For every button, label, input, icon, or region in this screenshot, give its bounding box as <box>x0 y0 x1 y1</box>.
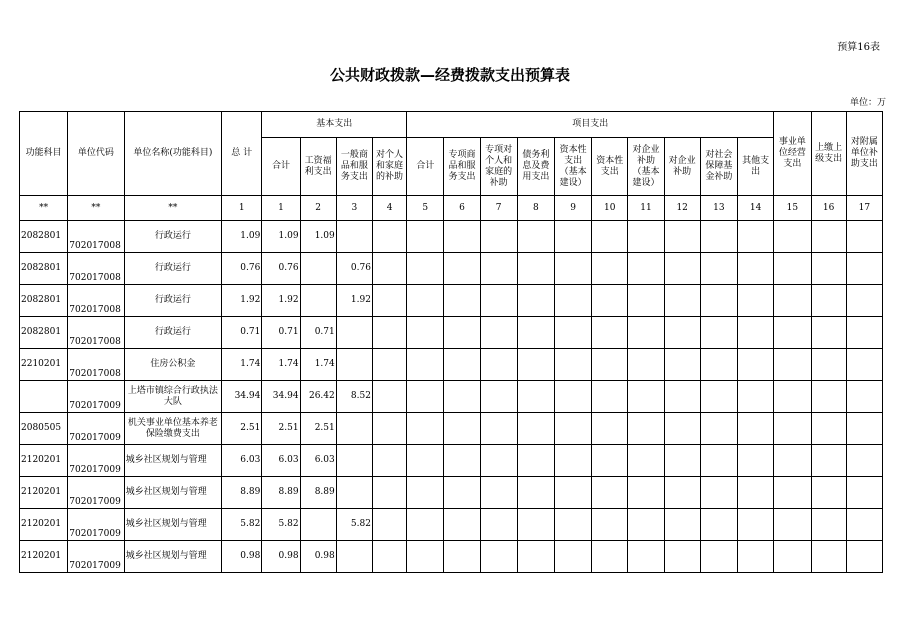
header-basic-wage: 工资福利支出 <box>300 138 336 196</box>
personal-cell <box>372 509 406 541</box>
goods-cell <box>336 445 372 477</box>
personal-cell <box>372 413 406 445</box>
basic-total-cell: 8.89 <box>262 477 300 509</box>
empty-cell <box>774 221 811 253</box>
empty-cell <box>554 477 591 509</box>
empty-cell <box>480 445 517 477</box>
empty-cell <box>480 541 517 573</box>
basic-total-cell: 34.94 <box>262 381 300 413</box>
empty-cell <box>737 253 773 285</box>
personal-cell <box>372 285 406 317</box>
empty-cell <box>407 381 444 413</box>
goods-cell <box>336 221 372 253</box>
empty-cell <box>700 381 737 413</box>
empty-cell <box>846 477 882 509</box>
header-affiliated: 对附属单位补助支出 <box>846 112 882 196</box>
total-cell: 0.98 <box>222 541 262 573</box>
empty-cell <box>700 445 737 477</box>
column-number-cell: ** <box>124 196 222 221</box>
unit-name-cell: 上塔市镇综合行政执法大队 <box>124 381 222 413</box>
header-proj-capital: 资本性支出 <box>592 138 628 196</box>
empty-cell <box>811 413 846 445</box>
table-row <box>20 445 883 477</box>
header-project-group: 项目支出 <box>407 112 774 138</box>
empty-cell <box>628 541 664 573</box>
empty-cell <box>517 221 554 253</box>
empty-cell <box>811 349 846 381</box>
column-number-row <box>20 196 883 221</box>
empty-cell <box>444 349 480 381</box>
empty-cell <box>592 285 628 317</box>
empty-cell <box>774 381 811 413</box>
empty-cell <box>700 285 737 317</box>
empty-cell <box>592 413 628 445</box>
total-cell: 0.76 <box>222 253 262 285</box>
empty-cell <box>554 285 591 317</box>
empty-cell <box>517 349 554 381</box>
column-number-cell: 11 <box>628 196 664 221</box>
column-number-cell: 15 <box>774 196 811 221</box>
personal-cell <box>372 381 406 413</box>
empty-cell <box>700 477 737 509</box>
empty-cell <box>628 253 664 285</box>
goods-cell <box>336 541 372 573</box>
empty-cell <box>444 381 480 413</box>
goods-cell: 8.52 <box>336 381 372 413</box>
empty-cell <box>444 477 480 509</box>
column-number-cell: 12 <box>664 196 700 221</box>
empty-cell <box>811 253 846 285</box>
empty-cell <box>480 413 517 445</box>
wage-cell: 26.42 <box>300 381 336 413</box>
empty-cell <box>628 349 664 381</box>
total-cell: 8.89 <box>222 477 262 509</box>
empty-cell <box>700 221 737 253</box>
personal-cell <box>372 253 406 285</box>
column-number-cell: 3 <box>336 196 372 221</box>
empty-cell <box>737 413 773 445</box>
empty-cell <box>737 349 773 381</box>
func-code-cell: 2120201 <box>20 445 68 477</box>
empty-cell <box>811 477 846 509</box>
goods-cell <box>336 317 372 349</box>
empty-cell <box>846 509 882 541</box>
total-cell: 5.82 <box>222 509 262 541</box>
empty-cell <box>846 445 882 477</box>
basic-total-cell: 1.74 <box>262 349 300 381</box>
unit-code-cell: 702017009 <box>68 509 124 541</box>
header-proj-other: 其他支出 <box>737 138 773 196</box>
empty-cell <box>774 317 811 349</box>
empty-cell <box>846 221 882 253</box>
empty-cell <box>664 317 700 349</box>
empty-cell <box>628 413 664 445</box>
unit-code-cell: 702017009 <box>68 541 124 573</box>
empty-cell <box>592 317 628 349</box>
column-number-cell: 6 <box>444 196 480 221</box>
table-row <box>20 349 883 381</box>
empty-cell <box>554 541 591 573</box>
table-row <box>20 221 883 253</box>
empty-cell <box>517 477 554 509</box>
table-row <box>20 509 883 541</box>
empty-cell <box>592 445 628 477</box>
empty-cell <box>774 285 811 317</box>
empty-cell <box>592 541 628 573</box>
header-upper: 上缴上级支出 <box>811 112 846 196</box>
empty-cell <box>444 221 480 253</box>
empty-cell <box>444 509 480 541</box>
basic-total-cell: 1.09 <box>262 221 300 253</box>
header-proj-enterprise: 对企业补助 <box>664 138 700 196</box>
empty-cell <box>846 285 882 317</box>
empty-cell <box>737 477 773 509</box>
empty-cell <box>628 381 664 413</box>
empty-cell <box>480 285 517 317</box>
total-cell: 1.92 <box>222 285 262 317</box>
empty-cell <box>554 349 591 381</box>
unit-code-cell: 702017008 <box>68 221 124 253</box>
column-number-cell: 1 <box>262 196 300 221</box>
empty-cell <box>774 509 811 541</box>
empty-cell <box>554 221 591 253</box>
empty-cell <box>811 445 846 477</box>
empty-cell <box>811 541 846 573</box>
empty-cell <box>480 381 517 413</box>
basic-total-cell: 6.03 <box>262 445 300 477</box>
unit-name-cell: 城乡社区规划与管理 <box>124 445 222 477</box>
column-number-cell: 17 <box>846 196 882 221</box>
empty-cell <box>700 253 737 285</box>
empty-cell <box>811 509 846 541</box>
empty-cell <box>774 445 811 477</box>
unit-code-cell: 702017009 <box>68 413 124 445</box>
empty-cell <box>444 413 480 445</box>
empty-cell <box>846 541 882 573</box>
func-code-cell <box>20 381 68 413</box>
wage-cell <box>300 509 336 541</box>
basic-total-cell: 0.98 <box>262 541 300 573</box>
empty-cell <box>811 381 846 413</box>
empty-cell <box>628 445 664 477</box>
unit-name-cell: 城乡社区规划与管理 <box>124 509 222 541</box>
wage-cell: 8.89 <box>300 477 336 509</box>
empty-cell <box>444 285 480 317</box>
personal-cell <box>372 221 406 253</box>
empty-cell <box>737 285 773 317</box>
header-basic-total: 合计 <box>262 138 300 196</box>
header-proj-debt: 债务利息及费用支出 <box>517 138 554 196</box>
empty-cell <box>407 317 444 349</box>
empty-cell <box>592 509 628 541</box>
empty-cell <box>592 349 628 381</box>
empty-cell <box>407 349 444 381</box>
unit-code-cell: 702017009 <box>68 477 124 509</box>
empty-cell <box>517 285 554 317</box>
basic-total-cell: 5.82 <box>262 509 300 541</box>
empty-cell <box>517 317 554 349</box>
empty-cell <box>846 381 882 413</box>
empty-cell <box>700 317 737 349</box>
empty-cell <box>664 381 700 413</box>
empty-cell <box>628 509 664 541</box>
header-total: 总 计 <box>222 112 262 196</box>
empty-cell <box>554 445 591 477</box>
empty-cell <box>811 221 846 253</box>
func-code-cell: 2082801 <box>20 317 68 349</box>
empty-cell <box>811 317 846 349</box>
goods-cell: 0.76 <box>336 253 372 285</box>
empty-cell <box>664 445 700 477</box>
empty-cell <box>737 445 773 477</box>
column-number-cell: 8 <box>517 196 554 221</box>
empty-cell <box>407 509 444 541</box>
personal-cell <box>372 477 406 509</box>
empty-cell <box>846 413 882 445</box>
empty-cell <box>737 509 773 541</box>
header-proj-total: 合计 <box>407 138 444 196</box>
budget-table <box>19 111 883 573</box>
column-number-cell: ** <box>20 196 68 221</box>
wage-cell <box>300 285 336 317</box>
empty-cell <box>592 477 628 509</box>
empty-cell <box>700 509 737 541</box>
empty-cell <box>774 413 811 445</box>
wage-cell: 1.74 <box>300 349 336 381</box>
empty-cell <box>480 317 517 349</box>
header-proj-enterprise-build: 对企业补助（基本建设） <box>628 138 664 196</box>
empty-cell <box>480 509 517 541</box>
unit-name-cell: 行政运行 <box>124 253 222 285</box>
unit-code-cell: 702017009 <box>68 445 124 477</box>
wage-cell: 2.51 <box>300 413 336 445</box>
empty-cell <box>407 445 444 477</box>
unit-name-cell: 行政运行 <box>124 285 222 317</box>
empty-cell <box>628 285 664 317</box>
header-basic-group: 基本支出 <box>262 112 407 138</box>
empty-cell <box>554 509 591 541</box>
column-number-cell: 16 <box>811 196 846 221</box>
empty-cell <box>407 477 444 509</box>
column-number-cell: 5 <box>407 196 444 221</box>
empty-cell <box>664 253 700 285</box>
unit-name-cell: 行政运行 <box>124 221 222 253</box>
wage-cell: 0.98 <box>300 541 336 573</box>
empty-cell <box>517 413 554 445</box>
table-row <box>20 477 883 509</box>
func-code-cell: 2082801 <box>20 253 68 285</box>
empty-cell <box>554 253 591 285</box>
total-cell: 2.51 <box>222 413 262 445</box>
total-cell: 1.09 <box>222 221 262 253</box>
unit-name-cell: 机关事业单位基本养老保险缴费支出 <box>124 413 222 445</box>
table-row <box>20 253 883 285</box>
empty-cell <box>592 381 628 413</box>
empty-cell <box>407 221 444 253</box>
wage-cell: 6.03 <box>300 445 336 477</box>
goods-cell <box>336 413 372 445</box>
empty-cell <box>554 317 591 349</box>
column-number-cell: 4 <box>372 196 406 221</box>
goods-cell: 5.82 <box>336 509 372 541</box>
basic-total-cell: 1.92 <box>262 285 300 317</box>
empty-cell <box>480 477 517 509</box>
wage-cell: 1.09 <box>300 221 336 253</box>
goods-cell <box>336 477 372 509</box>
empty-cell <box>592 221 628 253</box>
empty-cell <box>444 541 480 573</box>
basic-total-cell: 0.76 <box>262 253 300 285</box>
func-code-cell: 2082801 <box>20 221 68 253</box>
header-proj-capital-build: 资本性支出（基本建设） <box>554 138 591 196</box>
empty-cell <box>407 541 444 573</box>
wage-cell <box>300 253 336 285</box>
personal-cell <box>372 541 406 573</box>
empty-cell <box>774 349 811 381</box>
empty-cell <box>774 253 811 285</box>
column-number-cell: 14 <box>737 196 773 221</box>
empty-cell <box>444 253 480 285</box>
header-business: 事业单位经营支出 <box>774 112 811 196</box>
empty-cell <box>407 413 444 445</box>
header-basic-personal: 对个人和家庭的补助 <box>372 138 406 196</box>
empty-cell <box>846 253 882 285</box>
header-unit-code: 单位代码 <box>68 112 124 196</box>
empty-cell <box>517 541 554 573</box>
empty-cell <box>480 253 517 285</box>
empty-cell <box>846 349 882 381</box>
table-row <box>20 381 883 413</box>
page-title: 公共财政拨款—经费拨款支出预算表 <box>329 66 570 84</box>
header-proj-personal: 专项对个人和家庭的补助 <box>480 138 517 196</box>
empty-cell <box>846 317 882 349</box>
empty-cell <box>407 253 444 285</box>
column-number-cell: ** <box>68 196 124 221</box>
personal-cell <box>372 349 406 381</box>
empty-cell <box>480 221 517 253</box>
empty-cell <box>517 253 554 285</box>
personal-cell <box>372 317 406 349</box>
table-row <box>20 317 883 349</box>
empty-cell <box>664 349 700 381</box>
unit-name-cell: 行政运行 <box>124 317 222 349</box>
empty-cell <box>517 381 554 413</box>
empty-cell <box>628 477 664 509</box>
empty-cell <box>737 541 773 573</box>
empty-cell <box>664 413 700 445</box>
empty-cell <box>628 317 664 349</box>
wage-cell: 0.71 <box>300 317 336 349</box>
unit-name-cell: 住房公积金 <box>124 349 222 381</box>
column-number-cell: 1 <box>222 196 262 221</box>
total-cell: 1.74 <box>222 349 262 381</box>
table-row <box>20 413 883 445</box>
header-func: 功能科目 <box>20 112 68 196</box>
empty-cell <box>664 541 700 573</box>
table-row <box>20 541 883 573</box>
empty-cell <box>628 221 664 253</box>
empty-cell <box>811 285 846 317</box>
column-number-cell: 9 <box>554 196 591 221</box>
basic-total-cell: 2.51 <box>262 413 300 445</box>
unit-label: 单位：万 <box>849 98 886 108</box>
empty-cell <box>517 445 554 477</box>
empty-cell <box>664 285 700 317</box>
goods-cell: 1.92 <box>336 285 372 317</box>
empty-cell <box>517 509 554 541</box>
empty-cell <box>737 381 773 413</box>
func-code-cell: 2082801 <box>20 285 68 317</box>
empty-cell <box>480 349 517 381</box>
empty-cell <box>444 445 480 477</box>
empty-cell <box>407 285 444 317</box>
total-cell: 0.71 <box>222 317 262 349</box>
empty-cell <box>664 221 700 253</box>
unit-name-cell: 城乡社区规划与管理 <box>124 541 222 573</box>
basic-total-cell: 0.71 <box>262 317 300 349</box>
empty-cell <box>737 221 773 253</box>
unit-code-cell: 702017008 <box>68 317 124 349</box>
empty-cell <box>664 477 700 509</box>
empty-cell <box>774 541 811 573</box>
header-unit-name: 单位名称(功能科目) <box>124 112 222 196</box>
unit-name-cell: 城乡社区规划与管理 <box>124 477 222 509</box>
column-number-cell: 10 <box>592 196 628 221</box>
personal-cell <box>372 445 406 477</box>
empty-cell <box>664 509 700 541</box>
unit-code-cell: 702017008 <box>68 349 124 381</box>
header-basic-goods: 一般商品和服务支出 <box>336 138 372 196</box>
func-code-cell: 2120201 <box>20 477 68 509</box>
empty-cell <box>554 413 591 445</box>
empty-cell <box>700 413 737 445</box>
empty-cell <box>592 253 628 285</box>
total-cell: 34.94 <box>222 381 262 413</box>
column-number-cell: 13 <box>700 196 737 221</box>
func-code-cell: 2120201 <box>20 509 68 541</box>
total-cell: 6.03 <box>222 445 262 477</box>
goods-cell <box>336 349 372 381</box>
unit-code-cell: 702017008 <box>68 285 124 317</box>
column-number-cell: 2 <box>300 196 336 221</box>
header-proj-social: 对社会保障基金补助 <box>700 138 737 196</box>
empty-cell <box>700 541 737 573</box>
func-code-cell: 2210201 <box>20 349 68 381</box>
table-body <box>20 196 883 573</box>
func-code-cell: 2080505 <box>20 413 68 445</box>
func-code-cell: 2120201 <box>20 541 68 573</box>
unit-code-cell: 702017008 <box>68 253 124 285</box>
unit-code-cell: 702017009 <box>68 381 124 413</box>
empty-cell <box>737 317 773 349</box>
header-proj-goods: 专项商品和服务支出 <box>444 138 480 196</box>
empty-cell <box>554 381 591 413</box>
empty-cell <box>774 477 811 509</box>
table-row <box>20 285 883 317</box>
empty-cell <box>700 349 737 381</box>
form-number: 预算16表 <box>837 42 880 53</box>
empty-cell <box>444 317 480 349</box>
column-number-cell: 7 <box>480 196 517 221</box>
